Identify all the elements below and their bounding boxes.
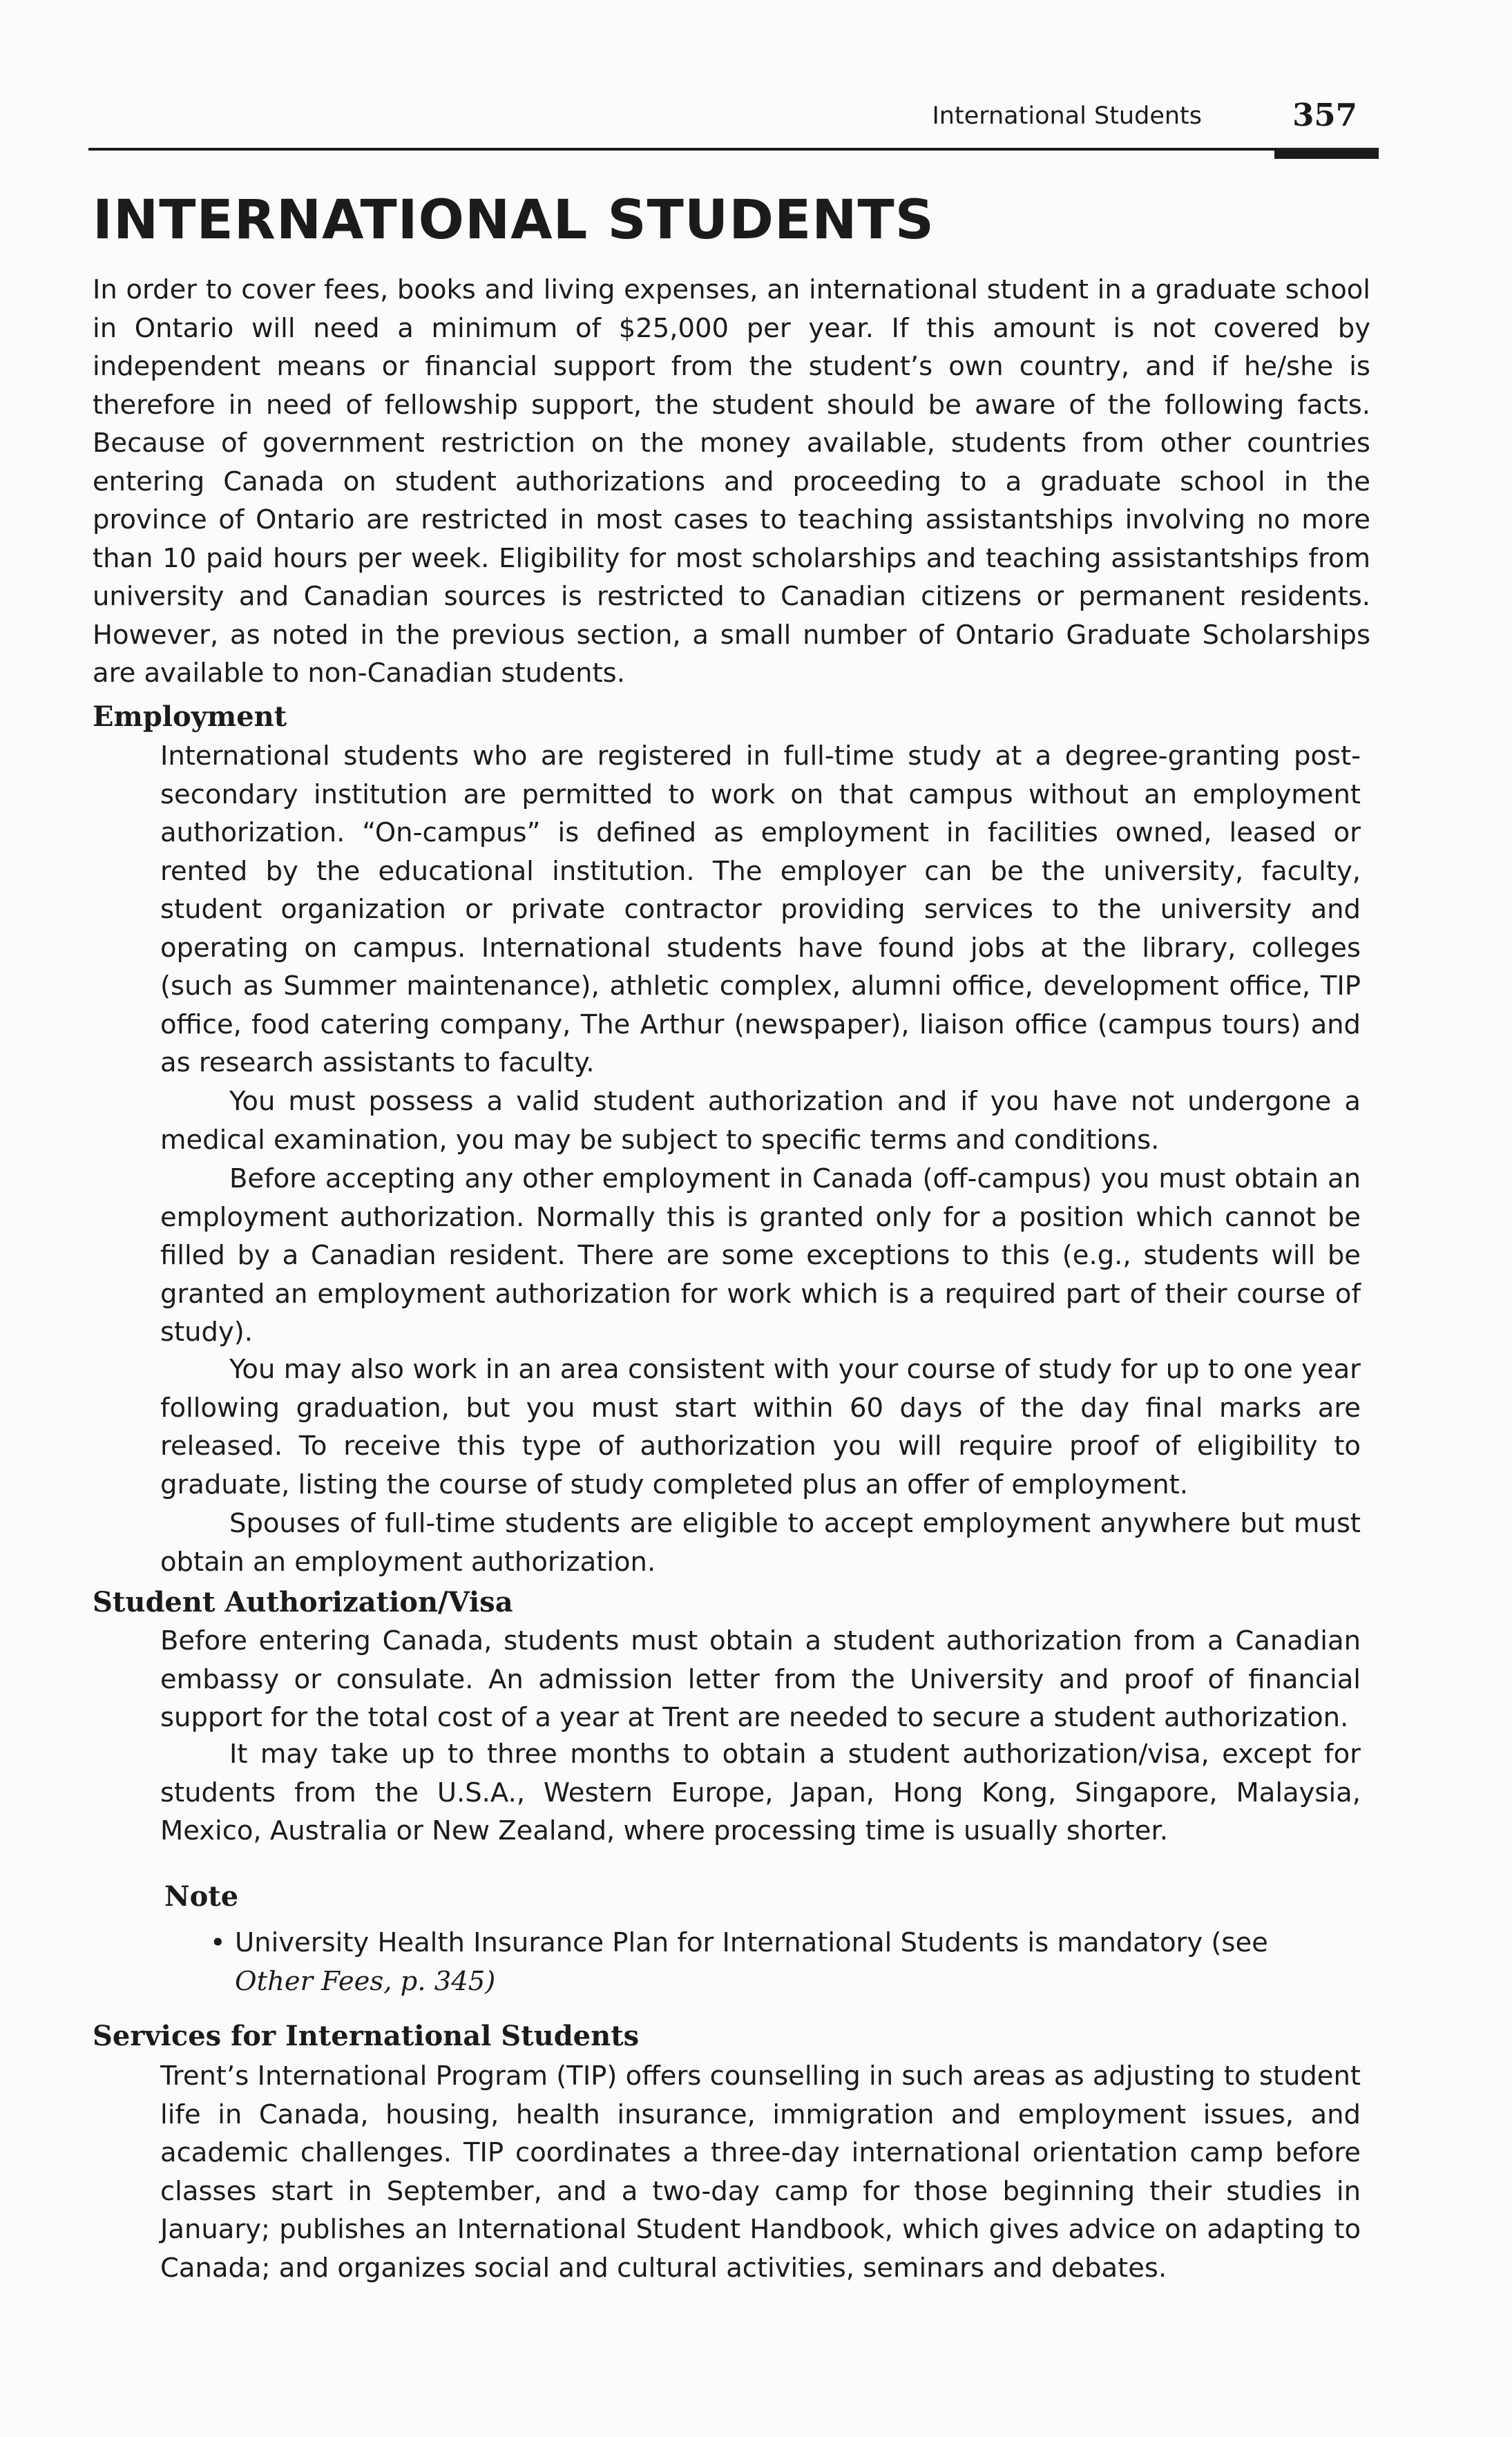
- note-list-item: [210, 1924, 1361, 2000]
- employment-heading: Employment: [93, 700, 287, 733]
- header-rule: [88, 148, 1379, 151]
- running-header: [93, 97, 1378, 149]
- employment-paragraph-5: Spouses of full-time students are eligible to accept employment anywhere but must obtain an employment authorization.: [160, 1508, 1361, 1578]
- note-reference: Other Fees, p. 345): [235, 1965, 496, 1997]
- running-head-section: International Students: [932, 102, 1202, 130]
- note-text: University Health Insurance Plan for International Students is mandatory (see: [235, 1927, 1268, 1958]
- employment-paragraph-2: You must possess a valid student authorization and if you have not undergone a medical examination, you may be subject to specific terms and conditions.: [160, 1086, 1361, 1156]
- employment-paragraph-3: Before accepting any other employment in Canada (off-campus) you must obtain an employment authorization. Normally this is granted only for a position which cannot be filled by a Canadian resident. There are some exceptions to this (e.g., students will be granted an employment authorization for work which is a required part of their course of study).: [160, 1163, 1361, 1348]
- visa-heading: Student Authorization/Visa: [93, 1586, 513, 1618]
- intro-paragraph: In order to cover fees, books and living expenses, an international student in a graduate school in Ontario will need a minimum of $25,000 per year. If this amount is not covered by independent means or financial support from the student’s own country, and if he/she is therefore in need of fellowship support, the student should be aware of the following facts. Because of government restriction on the money available, students from other countries entering Canada on student authorizations and proceeding to a graduate school in the province of Ontario are restricted in most cases to teaching assistantships involving no more than 10 paid hours per week. Eligibility for most scholarships and teaching assistantships from university and Canadian sources is restricted to Canadian citizens or permanent residents. However, as noted in the previous section, a small number of Ontario Graduate Scholarships are available to non-Canadian students.: [93, 274, 1370, 689]
- page-title: INTERNATIONAL STUDENTS: [93, 189, 935, 251]
- bullet-icon: •: [210, 1927, 226, 1958]
- services-heading: Services for International Students: [93, 2020, 640, 2052]
- visa-paragraph-1: Before entering Canada, students must obtain a student authorization from a Canadian embassy or consulate. An admission letter from the University and proof of financial support for the total cost of a year at Trent are needed to secure a student authorization.: [160, 1625, 1361, 1733]
- employment-paragraph-4: You may also work in an area consistent with your course of study for up to one year following graduation, but you must start within 60 days of the day final marks are released. To receive this type of authorization you will require proof of eligibility to graduate, listing the course of study completed plus an offer of employment.: [160, 1354, 1361, 1500]
- employment-paragraph-1: International students who are registered in full-time study at a degree-granting post-secondary institution are permitted to work on that campus without an employment authorization. “On-campus” is defined as employment in facilities owned, leased or rented by the educational institution. The employer can be the university, faculty, student organization or private contractor providing services to the university and operating on campus. International students have found jobs at the library, colleges (such as Summer maintenance), athletic complex, alumni office, development office, TIP office, food catering company, The Arthur (newspaper), liaison office (campus tours) and as research assistants to faculty.: [160, 740, 1361, 1078]
- visa-paragraph-2: It may take up to three months to obtain a student authorization/visa, except for students from the U.S.A., Western Europe, Japan, Hong Kong, Singapore, Malaysia, Mexico, Australia or New Zealand, where processing time is usually shorter.: [160, 1739, 1361, 1846]
- header-tab-marker: [1274, 148, 1379, 159]
- note-heading: Note: [164, 1880, 239, 1913]
- page-number: 357: [1292, 97, 1357, 133]
- services-paragraph: Trent’s International Program (TIP) offers counselling in such areas as adjusting to student life in Canada, housing, health insurance, immigration and employment issues, and academic challenges. TIP coordinates a three-day international orientation camp before classes start in September, and a two-day camp for those beginning their studies in January; publishes an International Student Handbook, which gives advice on adapting to Canada; and organizes social and cultural activities, seminars and debates.: [160, 2061, 1361, 2284]
